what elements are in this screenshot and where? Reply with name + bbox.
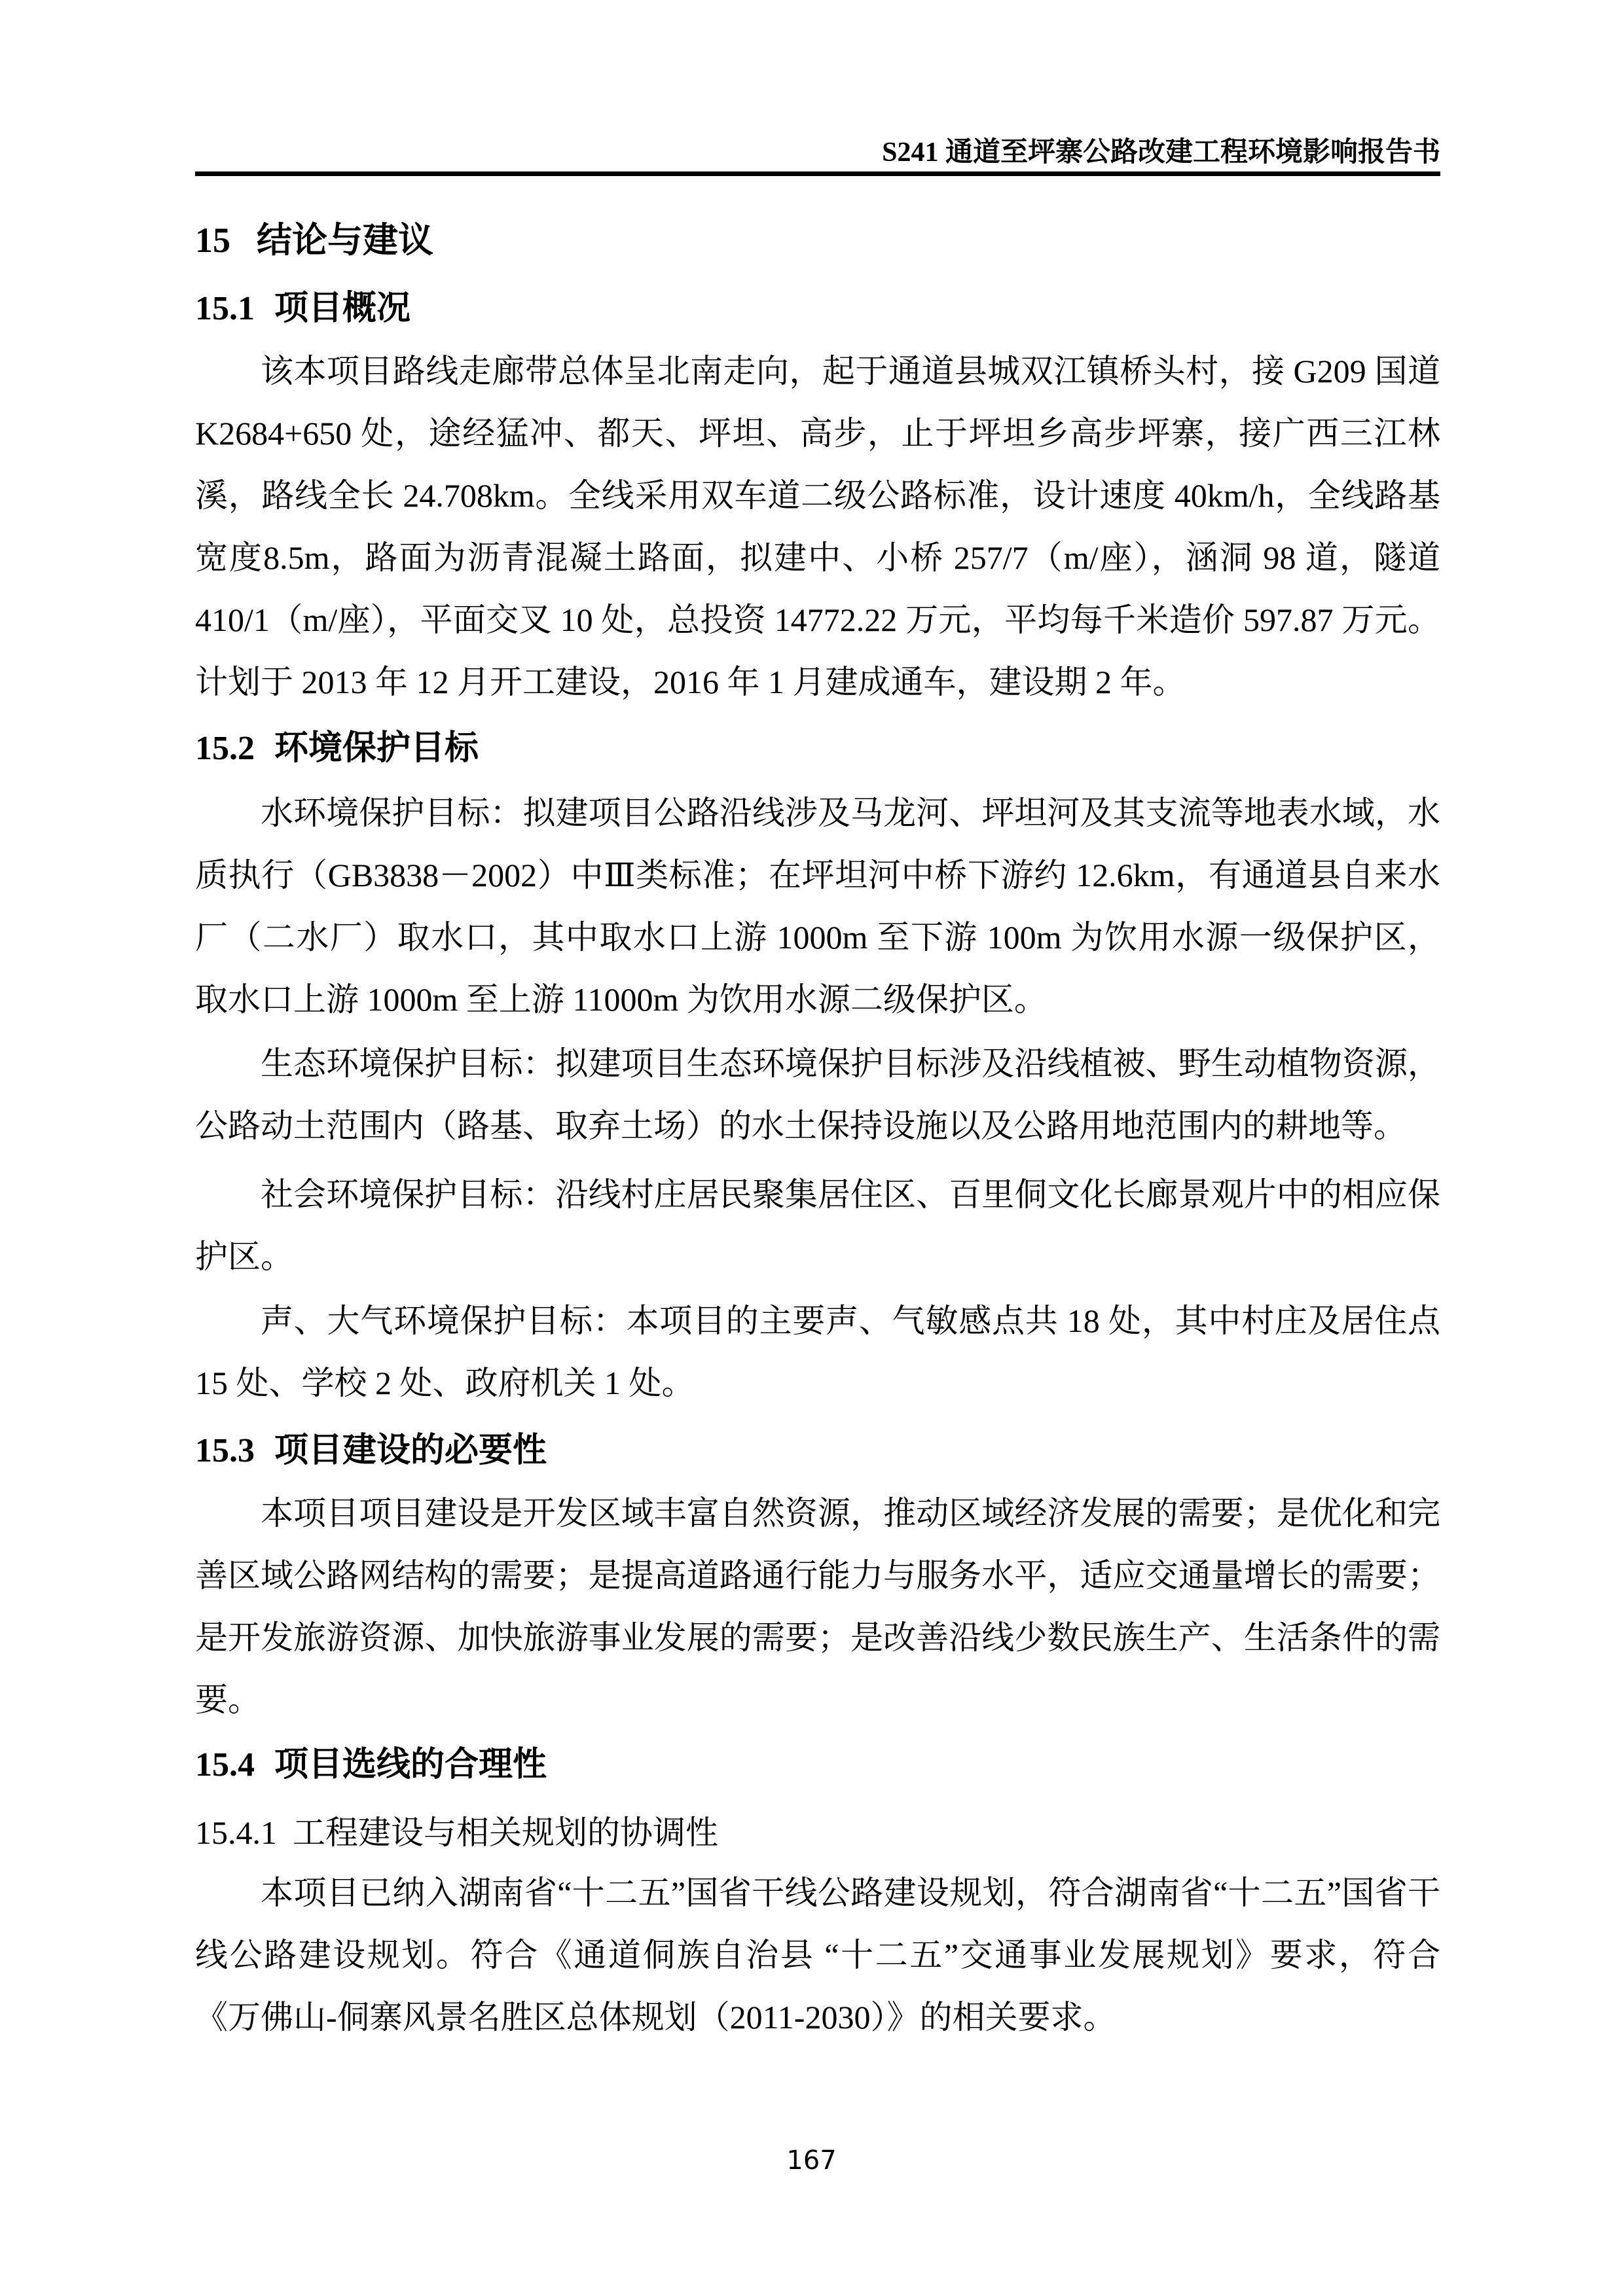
- heading-15-2-text: 环境保护目标: [274, 729, 479, 767]
- heading-15-4-1-text: 工程建设与相关规划的协调性: [293, 1814, 718, 1851]
- heading-15-1-number: 15.1: [195, 290, 255, 327]
- paragraph-water-protection: 水环境保护目标：拟建项目公路沿线涉及马龙河、坪坦河及其支流等地表水域，水质执行（GB3838－2002）中Ⅲ类标准；在坪坦河中桥下游约 12.6km，有通道县自来水厂（二水厂）取水口，其中取水口上游 1000m 至下游 100m 为饮用水源一级保护区，取水口上游 1000m 至上游 11000m 为饮用水源二级保护区。: [195, 795, 1440, 1018]
- heading-15-text: 结论与建议: [257, 221, 433, 260]
- paragraph-construction-necessity: 本项目项目建设是开发区域丰富自然资源，推动区域经济发展的需要；是优化和完善区域公路网结构的需要；是提高道路通行能力与服务水平，适应交通量增长的需要；是开发旅游资源、加快旅游事业发展的需要；是改善沿线少数民族生产、生活条件的需要。: [195, 1495, 1440, 1718]
- heading-15-1-text: 项目概况: [274, 289, 411, 327]
- heading-15-4: [195, 1742, 1440, 1788]
- paragraph-noise-air-protection: 声、大气环境保护目标：本项目的主要声、气敏感点共 18 处，其中村庄及居住点 15 处、学校 2 处、政府机关 1 处。: [195, 1302, 1440, 1401]
- heading-15: [195, 217, 1440, 263]
- heading-15-3-text: 项目建设的必要性: [274, 1431, 547, 1469]
- heading-15-3: [195, 1427, 1440, 1474]
- heading-15-2: [195, 725, 1440, 772]
- heading-15-number: 15: [195, 221, 230, 260]
- heading-15-1: [195, 285, 1440, 332]
- heading-15-4-1-number: 15.4.1: [195, 1814, 277, 1851]
- heading-15-4-text: 项目选线的合理性: [274, 1746, 547, 1784]
- paragraph-planning-compliance: 本项目已纳入湖南省“十二五”国省干线公路建设规划，符合湖南省“十二五”国省干线公路建设规划。符合《通道侗族自治县 “十二五”交通事业发展规划》要求，符合《万佛山-侗寨风景名胜区总体规划（2011-2030）》的相关要求。: [195, 1874, 1440, 2036]
- heading-15-2-number: 15.2: [195, 730, 255, 767]
- paragraph-social-protection: 社会环境保护目标：沿线村庄居民聚集居住区、百里侗文化长廊景观片中的相应保护区。: [195, 1176, 1440, 1275]
- heading-15-4-number: 15.4: [195, 1746, 255, 1784]
- heading-15-3-number: 15.3: [195, 1432, 255, 1469]
- paragraph-project-overview: 该本项目路线走廊带总体呈北南走向，起于通道县城双江镇桥头村，接 G209 国道K2684+650 处，途经猛冲、都天、坪坦、高步，止于坪坦乡高步坪寨，接广西三江林溪，路线全长 24.708km。全线采用双车道二级公路标准，设计速度 40km/h，全线路基宽度8.5m，路面为沥青混凝土路面，拟建中、小桥 257/7（m/座），涵洞 98 道，隧道 410/1（m/座），平面交叉 10 处，总投资 14772.22 万元，平均每千米造价 597.87 万元。计划于 2013 年 12 月开工建设，2016 年 1 月建成通车，建设期 2 年。: [195, 353, 1440, 700]
- header-rule: [195, 171, 1440, 176]
- page-number: 167: [786, 2145, 837, 2176]
- running-header-title: S241 通道至坪寨公路改建工程环境影响报告书: [882, 137, 1440, 168]
- heading-15-4-1: [195, 1810, 1440, 1856]
- paragraph-ecology-protection: 生态环境保护目标：拟建项目生态环境保护目标涉及沿线植被、野生动植物资源，公路动土范围内（路基、取弃土场）的水土保持设施以及公路用地范围内的耕地等。: [195, 1045, 1440, 1144]
